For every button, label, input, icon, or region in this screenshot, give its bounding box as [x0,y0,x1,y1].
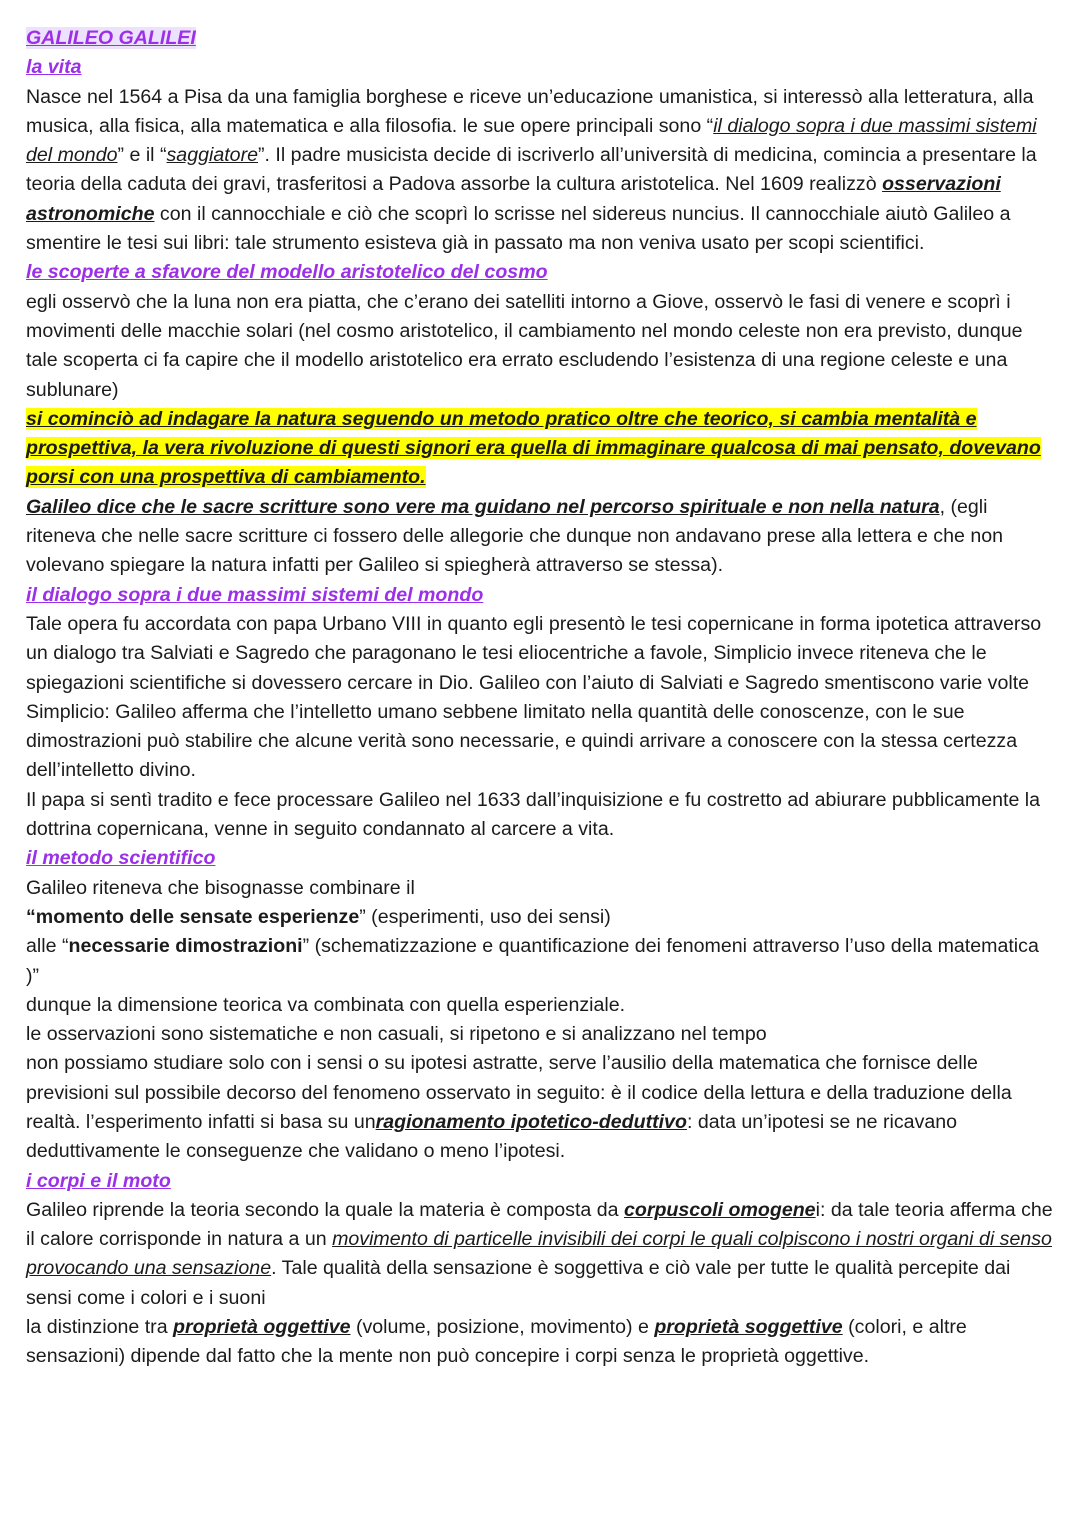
keyword-corpuscoli: corpuscoli omogene [623,1198,816,1221]
paragraph-metodo: non possiamo studiare solo con i sensi o su ipotesi astratte, serve l’ausilio della matematica che fornisce delle previsioni sul possibile decorso del fenomeno osservato in seguito: è il codice della lettura e della traduzione della realtà. l’esperimento infatti si basa su unragionamento ipotetico-deduttivo: data un’ipotesi se ne ricavano deduttivamente le conseguenze che validano o meno l’ipotesi. [26,1052,1012,1163]
document-title [26,24,1054,53]
paragraph-proprieta: la distinzione tra proprietà oggettive (volume, posizione, movimento) e proprietà soggettive (colori, e altre sensazioni) dipende dal fatto che la mente non può concepire i corpi senza le proprietà oggettive. [26,1316,967,1368]
heading-dialogo: il dialogo sopra i due massimi sistemi del mondo [26,583,484,606]
metodo-line-4: dunque la dimensione teorica va combinata con quella esperienziale. [26,993,626,1016]
paragraph-corpi: Galileo riprende la teoria secondo la quale la materia è composta da corpuscoli omogenei: da tale teoria afferma che il calore corrisponde in natura a un movimento di particelle invisibili dei corpi le quali colpiscono i nostri organi di senso provocando una sensazione. Tale qualità della sensazione è soggettiva e ciò vale per tutte le qualità percepite dai sensi come i colori e i suoni [26,1198,1053,1309]
keyword-osservazioni: osservazioni astronomiche [26,173,1001,225]
heading-scoperte: le scoperte a sfavore del modello aristotelico del cosmo [26,261,548,284]
paragraph-scritture: Galileo dice che le sacre scritture sono vere ma guidano nel percorso spirituale e non nella natura, (egli riteneva che nelle sacre scritture ci fossero delle allegorie che dunque non andavano prese alla lettera e che non volevano spiegare la natura infatti per Galileo si spiegherà attraverso se stessa). [26,495,1004,577]
work-title-dialogo: il dialogo sopra i due massimi sistemi del mondo [26,114,1037,167]
heading-corpi: i corpi e il moto [26,1169,171,1192]
heading-vita: la vita [26,56,82,79]
work-title-saggiatore: saggiatore [166,144,259,167]
metodo-line-3: alle “necessarie dimostrazioni” (schematizzazione e quantificazione dei fenomeni attraverso l’uso della matematica )” [26,935,1039,987]
keyword-oggettive: proprietà oggettive [173,1316,351,1339]
keyword-ragionamento: ragionamento ipotetico-deduttivo [375,1110,687,1133]
keyword-movimento: movimento di particelle invisibili dei corpi le quali colpiscono i nostri organi di senso provocando una sensazione [26,1228,1052,1280]
paragraph-scoperte: egli osservò che la luna non era piatta, che c’erano dei satelliti intorno a Giove, osservò le fasi di venere e scoprì i movimenti delle macchie solari (nel cosmo aristotelico, il cambiamento nel mondo celeste non era previsto, dunque tale scoperta ci fa capire che il modello aristotelico era errato escludendo l’esistenza di una regione celeste e una sublunare) [26,290,1023,401]
metodo-line-1: Galileo riteneva che bisognasse combinare il [26,876,415,899]
highlighted-paragraph: si cominciò ad indagare la natura seguendo un metodo pratico oltre che teorico, si cambia mentalità e prospettiva, la vera rivoluzione di questi signori era quella di immaginare qualcosa di mai pensato, dovevano porsi con una prospettiva di cambiamento. [26,407,1041,489]
title-text: GALILEO GALILEI [26,27,196,49]
metodo-line-5: le osservazioni sono sistematiche e non casuali, si ripetono e si analizzano nel tempo [26,1023,767,1046]
paragraph-processo: Il papa si sentì tradito e fece processare Galileo nel 1633 dall’inquisizione e fu costretto ad abiurare pubblicamente la dottrina copernicana, venne in seguito condannato al carcere a vita. [26,788,1041,841]
paragraph-dialogo: Tale opera fu accordata con papa Urbano VIII in quanto egli presentò le tesi copernicane in forma ipotetica attraverso un dialogo tra Salviati e Sagredo che paragonano le tesi eliocentriche a favole, Simplicio invece riteneva che le spiegazioni scientifiche si dovessero cercare in Dio. Galileo con l’aiuto di Salviati e Sagredo smentiscono varie volte Simplicio: Galileo afferma che l’intelletto umano sebbene limitato nella quantità delle conoscenze, con le sue dimostrazioni può stabilire che alcune verità sono necessarie, e quindi arrivare a conoscere con la stessa certezza dell’intelletto divino. [26,612,1042,782]
heading-metodo: il metodo scientifico [26,847,216,870]
keyword-soggettive: proprietà soggettive [654,1316,843,1339]
paragraph-vita: Nasce nel 1564 a Pisa da una famiglia borghese e riceve un’educazione umanistica, si interessò alla letteratura, alla musica, alla fisica, alla matematica e alla filosofia. le sue opere principali sono “il dialogo sopra i due massimi sistemi del mondo” e il “saggiatore”. Il padre musicista decide di iscriverlo all’università di medicina, comincia a presentare la teoria della caduta dei gravi, trasferitosi a Padova assorbe la cultura aristotelica. Nel 1609 realizzò osservazioni astronomiche con il cannocchiale e ciò che scoprì lo scrisse nel sidereus nuncius. Il cannocchiale aiutò Galileo a smentire le tesi sui libri: tale strumento esisteva già in passato ma non veniva usato per scopi scientifici. [26,85,1037,255]
metodo-line-2: “momento delle sensate esperienze” (esperimenti, uso dei sensi) [26,905,611,928]
